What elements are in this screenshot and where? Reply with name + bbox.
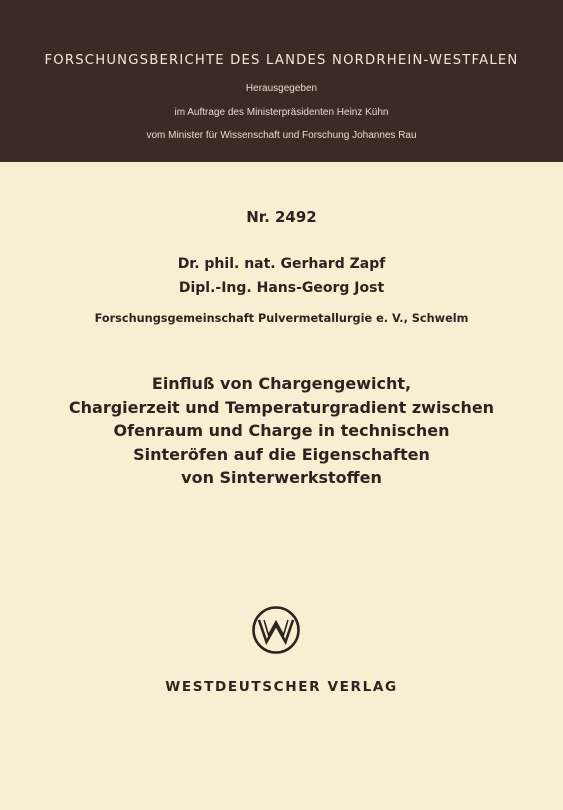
title-line: Chargierzeit und Temperaturgradient zwischen xyxy=(68,397,495,417)
series-title: FORSCHUNGSBERICHTE DES LANDES NORDRHEIN-WESTFALEN xyxy=(44,53,519,68)
commissioner-line: im Auftrage des Ministerpräsidenten Heinz Kühn xyxy=(174,107,389,118)
minister-line: vom Minister für Wissenschaft und Forschung Johannes Rau xyxy=(146,130,417,141)
author-1: Dr. phil. nat. Gerhard Zapf xyxy=(177,256,386,272)
series-header xyxy=(0,0,563,162)
title-line: von Sinterwerkstoffen xyxy=(181,468,382,488)
title-line: Einfluß von Chargengewicht, xyxy=(151,374,412,393)
title-line: Sinteröfen auf die Eigenschaften xyxy=(133,444,430,464)
publisher-name: WESTDEUTSCHER VERLAG xyxy=(165,679,398,695)
title-line: Ofenraum und Charge in technischen xyxy=(113,421,450,441)
institution: Forschungsgemeinschaft Pulvermetallurgie e. V., Schwelm xyxy=(94,312,469,325)
westdeutscher-verlag-w-logo-icon xyxy=(251,605,301,655)
report-title xyxy=(0,372,563,490)
editor-note: Herausgegeben xyxy=(245,83,318,94)
author-2: Dipl.-Ing. Hans-Georg Jost xyxy=(178,280,385,296)
report-number: Nr. 2492 xyxy=(246,208,317,226)
